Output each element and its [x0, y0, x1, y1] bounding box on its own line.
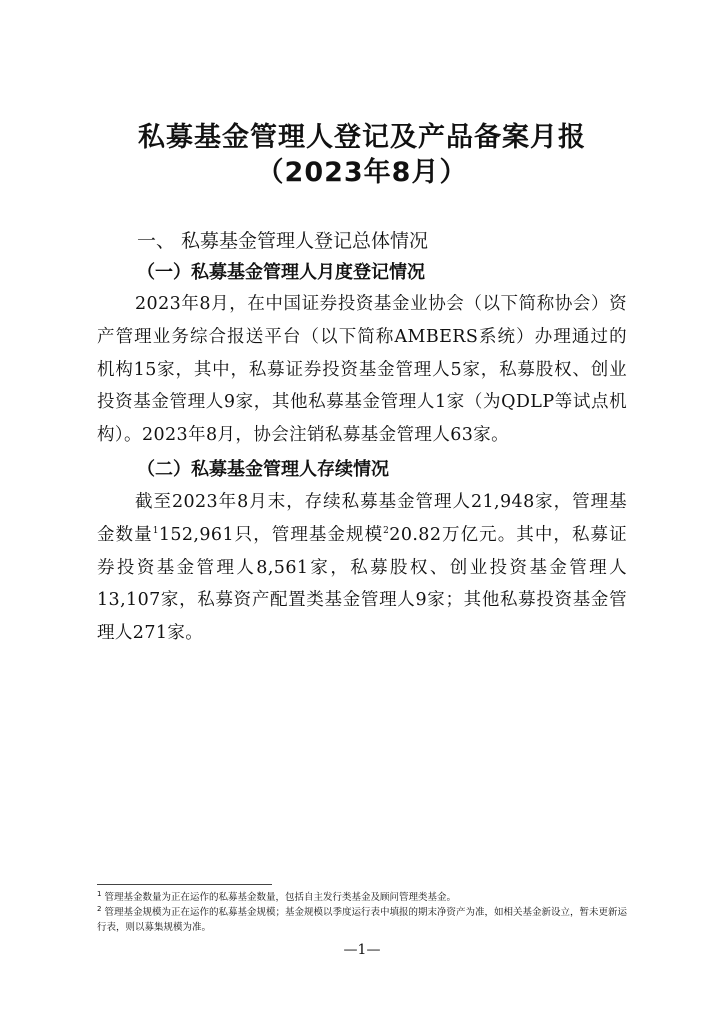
footnote-reference-1[interactable]: 1: [152, 525, 159, 536]
footnote-text-2: 管理基金规模为正在运作的私募基金规模；基金规模以季度运行表中填报的期末净资产为准，如相关基金新设立，暂未更新运行表，则以募集规模为准。: [97, 907, 627, 933]
report-period: （2023年8月）: [256, 157, 468, 188]
footnotes: [97, 890, 632, 935]
subsection-heading-existing-managers: （二）私募基金管理人存续情况: [137, 459, 389, 480]
report-title: 私募基金管理人登记及产品备案月报: [138, 122, 586, 153]
section-heading-1: 一、 私募基金管理人登记总体情况: [137, 230, 429, 252]
footnote-2: [97, 905, 632, 935]
footnote-1: [97, 890, 632, 905]
paragraph-text-part2: 152,961只，管理基金规模: [158, 524, 384, 545]
paragraph-existing-managers: [97, 486, 627, 650]
footnote-mark-1: 1: [97, 889, 102, 898]
subsection-heading-monthly-registration: （一）私募基金管理人月度登记情况: [137, 262, 425, 283]
footnote-mark-2: 2: [97, 904, 102, 913]
paragraph-text-part1: 截至2023年8月末，存续私募基金管理人21,948家，管理基金数量: [97, 492, 627, 545]
footnote-reference-2[interactable]: 2: [383, 525, 390, 536]
footnote-text-1: 管理基金数量为正在运作的私募基金数量，包括自主发行类基金及顾问管理类基金。: [104, 892, 456, 903]
paragraph-text-part3: 20.82万亿元。其中，私募证券投资基金管理人8,561家，私募股权、创业投资基金管理人13,107家，私募资产配置类基金管理人9家；其他私募投资基金管理人271家。: [97, 524, 627, 644]
paragraph-monthly-registration: 2023年8月，在中国证券投资基金业协会（以下简称协会）资产管理业务综合报送平台（以下简称AMBERS系统）办理通过的机构15家，其中，私募证券投资基金管理人5家，私募股权、创业投资基金管理人9家，其他私募基金管理人1家（为QDLP等试点机构）。2023年8月，协会注销私募基金管理人63家。: [97, 294, 627, 446]
page-number: —1—: [343, 942, 381, 958]
footnote-divider: [97, 884, 272, 885]
